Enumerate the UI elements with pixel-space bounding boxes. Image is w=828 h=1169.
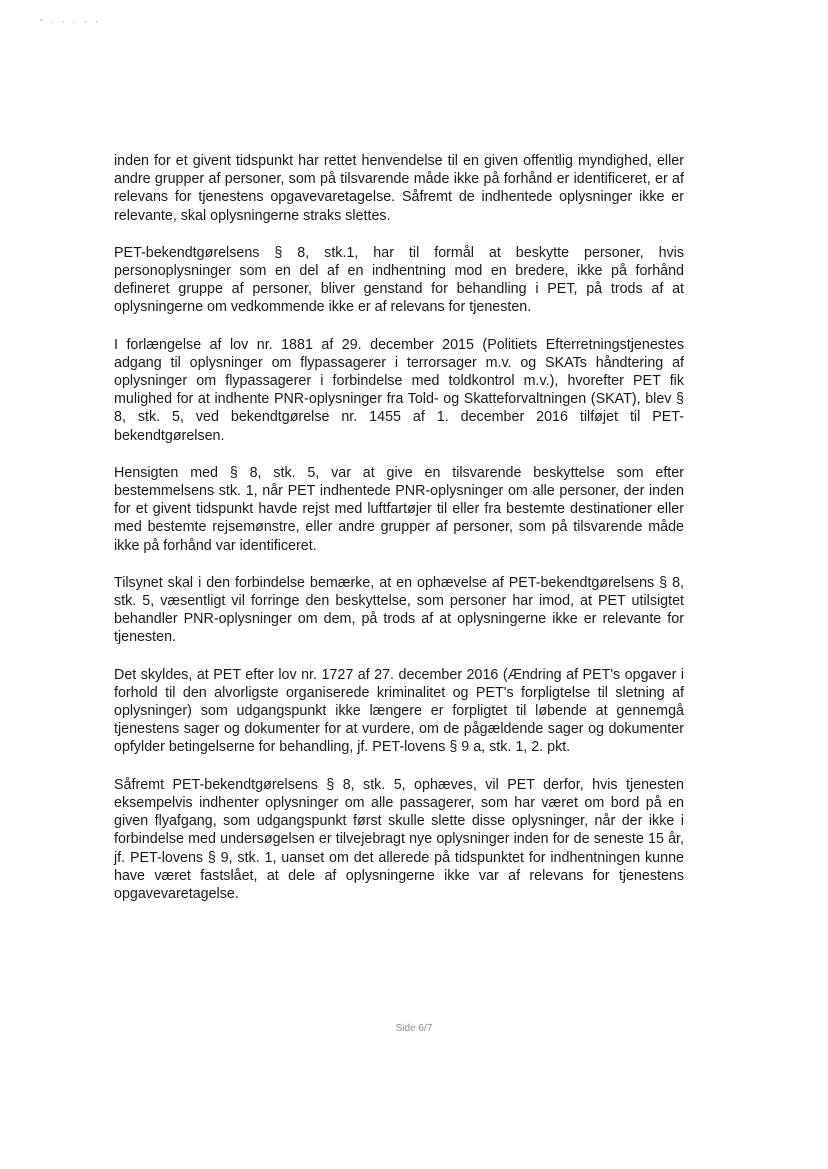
page-number: Side 6/7 (395, 1023, 433, 1034)
paragraph-1: inden for et givent tidspunkt har rettet henvendelse til en given offentlig myndighed, eller andre grupper af personer, som på tilsvarende måde ikke på forhånd er identificeret, er af relevans for tjenestens opgavevaretagelse. Såfremt de indhentede oplysninger ikke er relevante, skal oplysningerne straks slettes. (114, 153, 684, 224)
paragraph-2: PET-bekendtgørelsens § 8, stk.1, har til formål at beskytte personer, hvis personoplysninger som en del af en indhentning mod en bredere, ikke på forhånd defineret gruppe af personer, bliver genstand for behandling i PET, på trods af at oplysningerne om vedkommende ikke er af relevans for tjenesten. (114, 244, 684, 316)
paragraph-6: Det skyldes, at PET efter lov nr. 1727 af 27. december 2016 (Ændring af PET's opgaver i forhold til den alvorligste organiserede kriminalitet og PET's forpligtelse til sletning af oplysninger) som udgangspunkt ikke længere er forpligtet til løbende at gennemgå tjenestens sager og dokumenter for at vurdere, om de pågældende sager og dokumenter opfylder betingelserne for behandling, jf. PET-lovens § 9 a, stk. 1, 2. pkt. (114, 666, 684, 756)
body-text (114, 152, 684, 922)
paragraph-3: I forlængelse af lov nr. 1881 af 29. december 2015 (Politiets Efterretningstjenestes adgang til oplysninger om flypassagerer i terrorsager m.v. og SKATs håndtering af oplysninger om flypassagerer i forbindelse med toldkontrol m.v.), hvorefter PET fik mulighed for at indhente PNR-oplysninger fra Told- og Skatteforvaltningen (SKAT), blev § 8, stk. 5, ved bekendtgørelse nr. 1455 af 1. december 2016 tilføjet til PET-bekendtgørelsen. (114, 336, 684, 444)
scan-marks: ' · · · · · (40, 18, 101, 27)
paragraph-5: Tilsynet skal i den forbindelse bemærke, at en ophævelse af PET-bekendtgørelsens § 8, stk. 5, væsentligt vil forringe den beskyttelse, som personer har imod, at PET utilsigtet behandler PNR-oplysninger om dem, på trods af at oplysningerne ikke er relevante for tjenesten. (114, 574, 684, 646)
paragraph-7: Såfremt PET-bekendtgørelsens § 8, stk. 5, ophæves, vil PET derfor, hvis tjenesten eksempelvis indhenter oplysninger om alle passagerer, som har været om bord på en given flyafgang, som udgangspunkt først skulle slette disse oplysninger, når der ikke i forbindelse med undersøgelsen er tilvejebragt nye oplysninger inden for de seneste 15 år, jf. PET-lovens § 9, stk. 1, uanset om det allerede på tidspunktet for indhentningen kunne have været fastslået, at dele af oplysningerne ikke var af relevans for tjenestens opgavevaretagelse. (114, 776, 684, 902)
paragraph-4: Hensigten med § 8, stk. 5, var at give en tilsvarende beskyttelse som efter bestemmelsens stk. 1, når PET indhentede PNR-oplysninger om alle personer, der inden for et givent tidspunkt havde rejst med luftfartøjer til eller fra bestemte destinationer eller med bestemte rejsemønstre, eller andre grupper af personer, som på tilsvarende måde ikke på forhånd var identificeret. (114, 464, 684, 554)
